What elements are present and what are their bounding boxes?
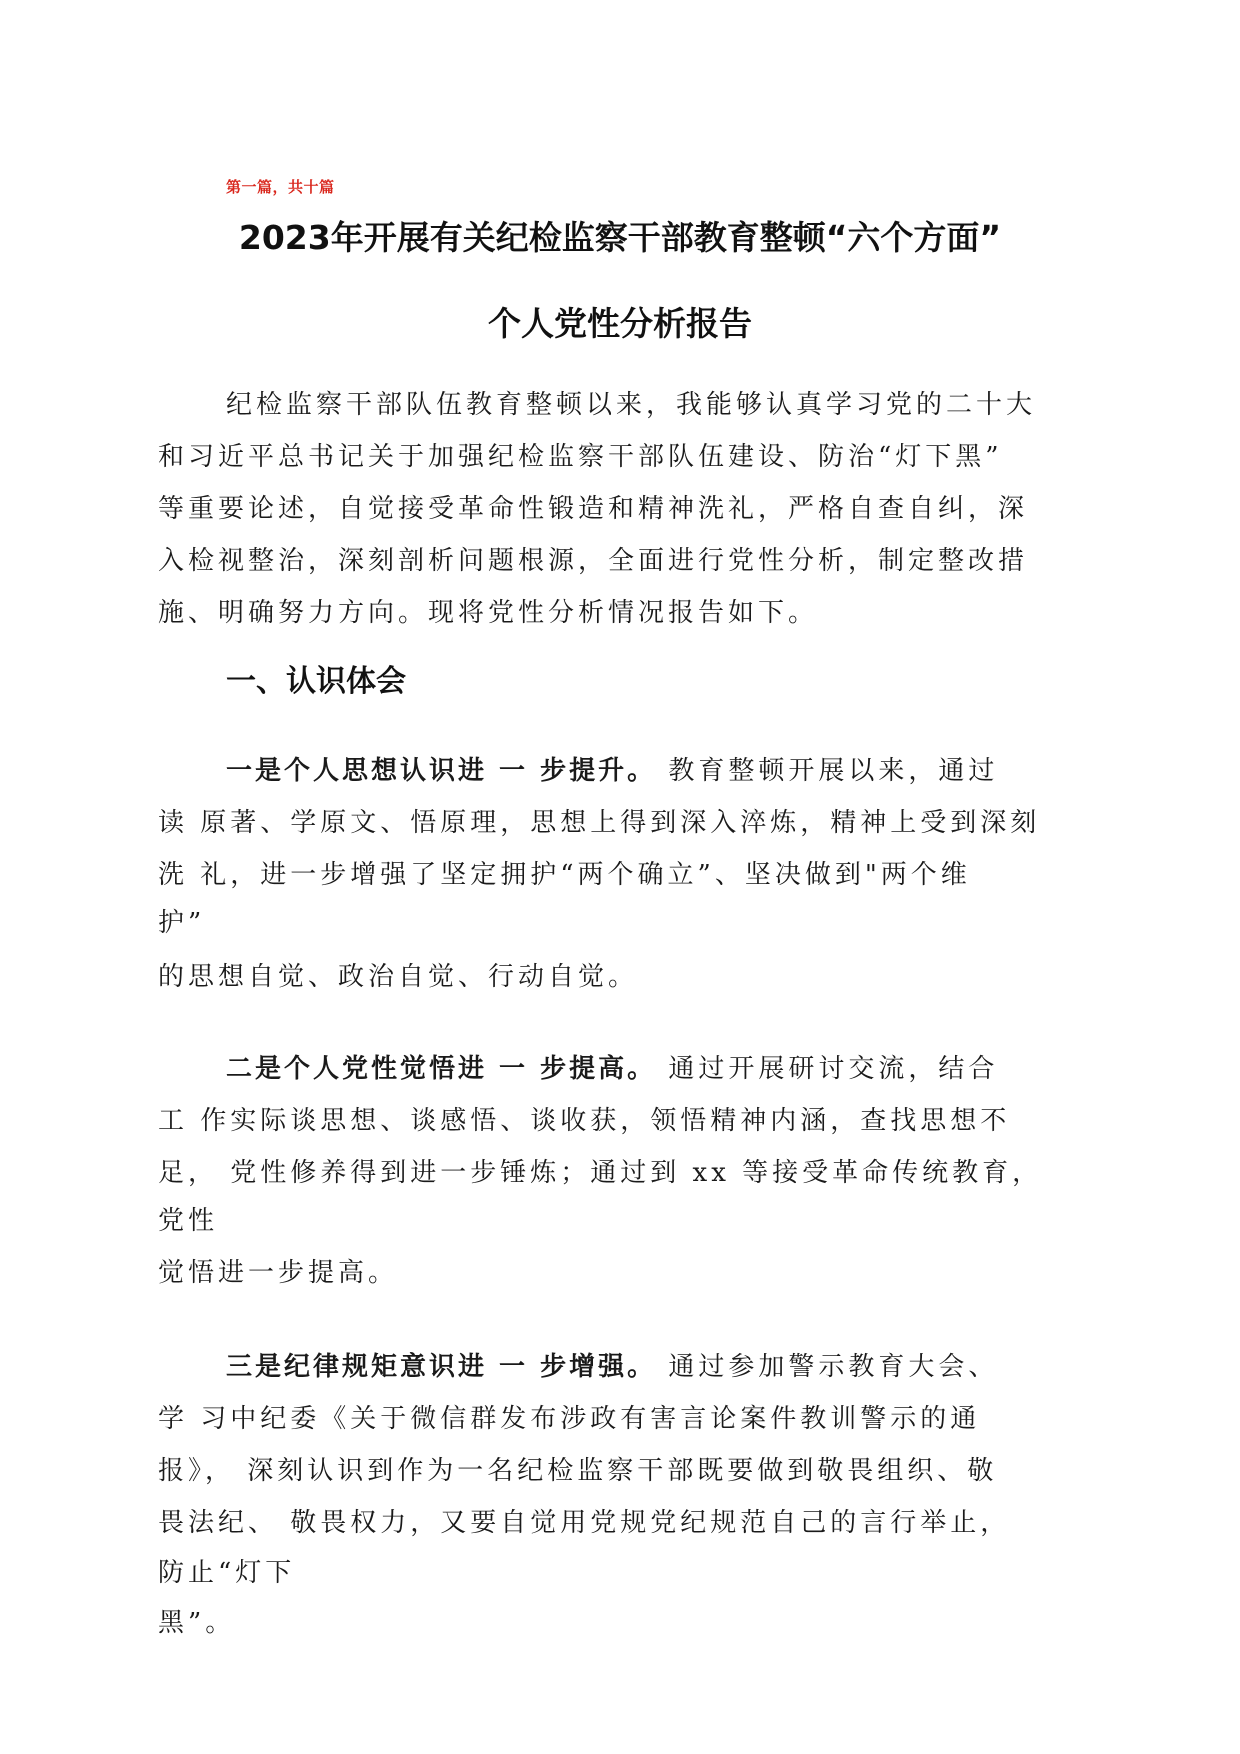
paragraph-line: 洗 礼，进一步增强了坚定拥护“两个确立”、坚决做到"两个维 xyxy=(158,860,971,890)
paragraph-line: 觉悟进一步提高。 xyxy=(158,1258,399,1288)
intro-line: 纪检监察干部队伍教育整顿以来，我能够认真学习党的二十大 xyxy=(226,390,1037,420)
intro-line: 入检视整治，深刻剖析问题根源，全面进行党性分析，制定整改措 xyxy=(158,546,1029,576)
paragraph-line: 读 原著、学原文、悟原理，思想上得到深入淬炼，精神上受到深刻 xyxy=(158,808,1041,838)
paragraph-first-line xyxy=(226,1350,1088,1384)
paragraph-line: 报》， 深刻认识到作为一名纪检监察干部既要做到敬畏组织、敬 xyxy=(158,1456,998,1486)
paragraph-line: 学 习中纪委《关于微信群发布涉政有害言论案件教训警示的通 xyxy=(158,1404,981,1434)
document-title-line-2: 个人党性分析报告 xyxy=(488,304,752,343)
paragraph-line: 足， 党性修养得到进一步锤炼；通过到 xx 等接受革命传统教育， xyxy=(158,1158,1043,1188)
document-title-line-1: 2023年开展有关纪检监察干部教育整顿“六个方面” xyxy=(238,218,1002,257)
paragraph-lead: 二是个人党性觉悟进 一 步提高。 xyxy=(226,1054,657,1084)
paragraph-text: 教育整顿开展以来，通过 xyxy=(656,756,999,786)
intro-line: 和习近平总书记关于加强纪检监察干部队伍建设、防治“灯下黑” xyxy=(158,442,1003,472)
paragraph-first-line xyxy=(226,754,1088,788)
intro-line: 施、明确努力方向。现将党性分析情况报告如下。 xyxy=(158,598,819,628)
paragraph-line: 畏法纪、 敬畏权力，又要自觉用党规党纪规范自己的言行举止， xyxy=(158,1508,1011,1538)
paragraph-text: 通过开展研讨交流，结合 xyxy=(656,1054,999,1084)
paragraph-line: 黑”。 xyxy=(158,1608,236,1638)
paragraph-line: 的思想自觉、政治自觉、行动自觉。 xyxy=(158,962,639,992)
intro-line: 等重要论述，自觉接受革命性锻造和精神洗礼，严格自查自纠，深 xyxy=(158,494,1029,524)
paragraph-lead: 一是个人思想认识进 一 步提升。 xyxy=(226,756,657,786)
paragraph-line: 防止“灯下 xyxy=(158,1558,296,1588)
paragraph-line: 工 作实际谈思想、谈感悟、谈收获，领悟精神内涵，查找思想不 xyxy=(158,1106,1011,1136)
page-note: 第一篇，共十篇 xyxy=(226,178,335,196)
paragraph-line: 护” xyxy=(158,908,206,938)
section-heading: 一、认识体会 xyxy=(226,664,406,699)
paragraph-first-line xyxy=(226,1052,1088,1086)
paragraph-line: 党性 xyxy=(158,1206,219,1236)
paragraph-text: 通过参加警示教育大会、 xyxy=(656,1352,999,1382)
paragraph-lead: 三是纪律规矩意识进 一 步增强。 xyxy=(226,1352,657,1382)
